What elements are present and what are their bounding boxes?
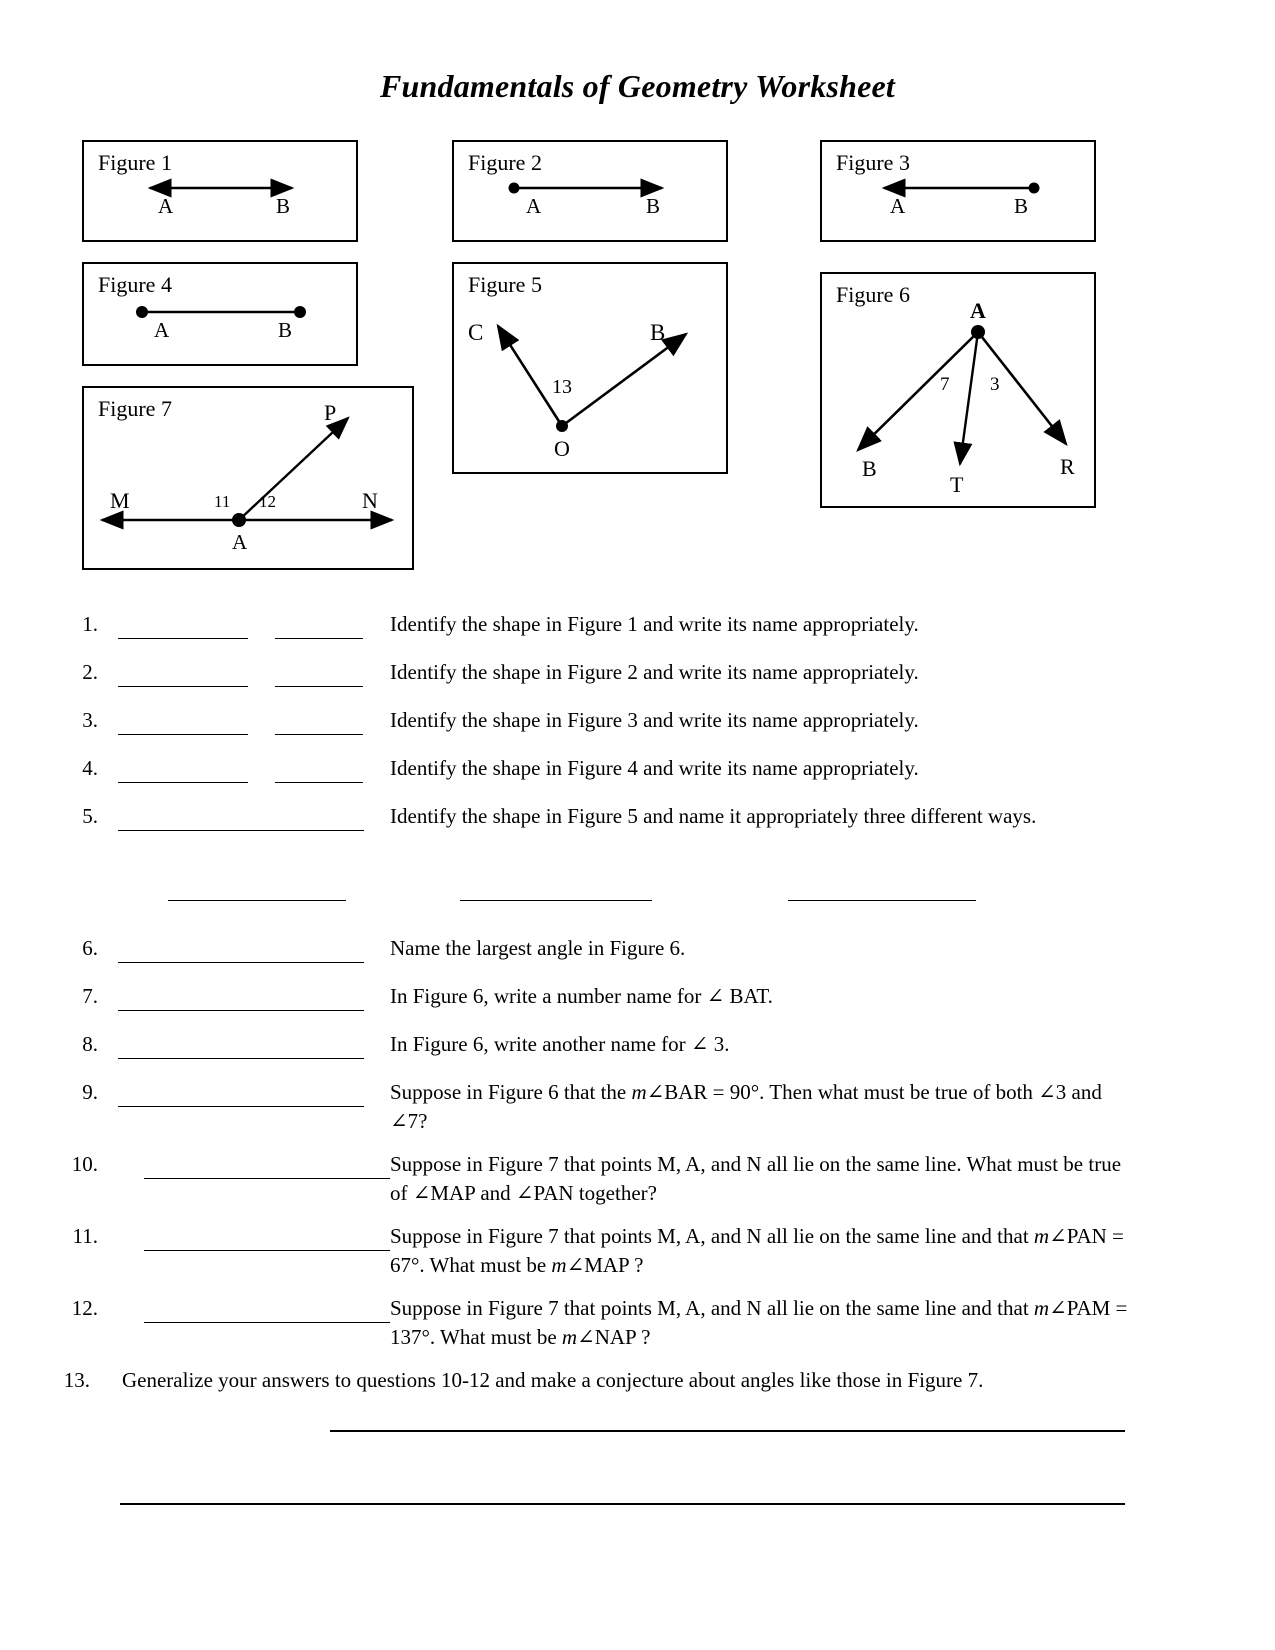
question-10-text: Suppose in Figure 7 that points M, A, and N all lie on the same line. What must be true of ∠MAP and ∠PAN together? xyxy=(390,1152,1122,1205)
figure-5-vertex-o-label: O xyxy=(554,436,570,461)
question-2-blank-2[interactable] xyxy=(275,686,363,687)
figure-3-diagram xyxy=(822,142,1098,244)
figure-4-point-a-label: A xyxy=(154,318,170,342)
question-row-9 xyxy=(0,1066,1275,1138)
question-2-text: Identify the shape in Figure 2 and write its name appropriately. xyxy=(390,660,919,684)
question-row-1 xyxy=(0,598,1275,646)
question-row-13 xyxy=(0,1354,1275,1464)
question-row-8 xyxy=(0,1018,1275,1066)
question-3-blank-2[interactable] xyxy=(275,734,363,735)
question-4-blank-1[interactable] xyxy=(118,782,248,783)
question-2-number: 2. xyxy=(82,660,98,684)
question-7-blank-1[interactable] xyxy=(118,1010,364,1011)
figure-5-label: Figure 5 xyxy=(468,272,542,297)
figure-3-box xyxy=(820,140,1096,242)
question-row-4 xyxy=(0,742,1275,790)
question-12-text: Suppose in Figure 7 that points M, A, and N all lie on the same line and that m∠PAM = 137°. What must be m∠NAP ? xyxy=(390,1296,1128,1349)
question-5-number: 5. xyxy=(82,804,98,828)
figure-6-angle-7-label: 7 xyxy=(940,374,950,395)
question-8-text: In Figure 6, write another name for ∠ 3. xyxy=(390,1032,730,1056)
figure-6-ray-b-label: B xyxy=(862,456,877,481)
question-8-blank-1[interactable] xyxy=(118,1058,364,1059)
question-6-number: 6. xyxy=(82,936,98,960)
question-row-2 xyxy=(0,646,1275,694)
question-row-7 xyxy=(0,970,1275,1018)
question-5-text: Identify the shape in Figure 5 and name it appropriately three different ways. xyxy=(390,804,1037,828)
figure-2-point-a-label: A xyxy=(526,194,542,218)
question-5-extra-blank-1[interactable] xyxy=(168,900,346,901)
figure-1-diagram xyxy=(84,142,360,244)
question-3-blank-1[interactable] xyxy=(118,734,248,735)
figure-5-angle-13-label: 13 xyxy=(552,376,572,398)
question-4-number: 4. xyxy=(82,756,98,780)
question-5-blank-1[interactable] xyxy=(118,830,364,831)
figure-7-ray-p-label: P xyxy=(324,400,337,425)
figure-7-vertex-a-label: A xyxy=(232,530,248,554)
figure-7-ray-m-label: M xyxy=(110,488,130,513)
figure-4-diagram xyxy=(84,264,360,368)
question-10-number: 10. xyxy=(71,1152,98,1176)
question-8-number: 8. xyxy=(82,1032,98,1056)
question-9-text: Suppose in Figure 6 that the m∠BAR = 90°. Then what must be true of both ∠3 and ∠7? xyxy=(390,1080,1102,1133)
question-3-number: 3. xyxy=(82,708,98,732)
figure-3-label: Figure 3 xyxy=(836,150,910,175)
question-12-blank-1[interactable] xyxy=(144,1322,390,1323)
question-13-answer-line-1[interactable] xyxy=(330,1430,1125,1432)
question-11-text: Suppose in Figure 7 that points M, A, and N all lie on the same line and that m∠PAN = 67°. What must be m∠MAP ? xyxy=(390,1224,1124,1277)
figure-4-point-b-label: B xyxy=(278,318,293,342)
figure-7-angle-12-label: 12 xyxy=(259,492,276,511)
question-6-text: Name the largest angle in Figure 6. xyxy=(390,936,686,960)
question-row-11 xyxy=(0,1210,1275,1282)
question-1-text: Identify the shape in Figure 1 and write its name appropriately. xyxy=(390,612,919,636)
question-13-text: Generalize your answers to questions 10-12 and make a conjecture about angles like those in Figure 7. xyxy=(122,1368,984,1392)
question-11-number: 11. xyxy=(72,1224,98,1248)
question-row-10 xyxy=(0,1138,1275,1210)
figure-6-box xyxy=(820,272,1096,508)
figure-1-box xyxy=(82,140,358,242)
figure-1-point-b-label: B xyxy=(276,194,291,218)
question-10-blank-1[interactable] xyxy=(144,1178,390,1179)
figure-7-diagram xyxy=(84,388,416,572)
figure-7-ray-n-label: N xyxy=(362,488,378,513)
page-title: Fundamentals of Geometry Worksheet xyxy=(380,68,895,104)
question-3-text: Identify the shape in Figure 3 and write its name appropriately. xyxy=(390,708,919,732)
figure-2-box xyxy=(452,140,728,242)
figure-3-point-b-label: B xyxy=(1014,194,1029,218)
question-row-6 xyxy=(0,922,1275,970)
figure-7-box xyxy=(82,386,414,570)
figure-7-label: Figure 7 xyxy=(98,396,172,421)
figure-2-point-b-label: B xyxy=(646,194,661,218)
questions-list xyxy=(0,598,1275,1464)
question-row-12 xyxy=(0,1282,1275,1354)
question-11-blank-1[interactable] xyxy=(144,1250,390,1251)
question-9-blank-1[interactable] xyxy=(118,1106,364,1107)
figure-5-diagram xyxy=(454,264,730,476)
question-5-extra-blank-2[interactable] xyxy=(460,900,652,901)
question-12-number: 12. xyxy=(71,1296,98,1320)
question-7-number: 7. xyxy=(82,984,98,1008)
question-4-blank-2[interactable] xyxy=(275,782,363,783)
figure-6-angle-3-label: 3 xyxy=(990,374,1000,395)
question-6-blank-1[interactable] xyxy=(118,962,364,963)
question-row-5 xyxy=(0,790,1275,922)
figure-4-label: Figure 4 xyxy=(98,272,172,297)
question-13-number: 13. xyxy=(63,1368,90,1392)
question-1-number: 1. xyxy=(82,612,98,636)
figure-5-ray-c-label: C xyxy=(468,320,484,345)
question-13-answer-line-2[interactable] xyxy=(120,1503,1125,1505)
question-row-3 xyxy=(0,694,1275,742)
figure-1-point-a-label: A xyxy=(158,194,174,218)
question-4-text: Identify the shape in Figure 4 and write its name appropriately. xyxy=(390,756,919,780)
question-9-number: 9. xyxy=(82,1080,98,1104)
question-7-text: In Figure 6, write a number name for ∠ BAT. xyxy=(390,984,773,1008)
figure-5-ray-b-label: B xyxy=(650,320,666,345)
question-5-extra-blank-3[interactable] xyxy=(788,900,976,901)
figure-6-ray-t-label: T xyxy=(950,472,964,497)
figure-4-box xyxy=(82,262,358,366)
figure-6-vertex-a-label: A xyxy=(970,298,986,323)
figure-5-box xyxy=(452,262,728,474)
question-1-blank-2[interactable] xyxy=(275,638,363,639)
figure-6-label: Figure 6 xyxy=(836,282,910,307)
figure-1-label: Figure 1 xyxy=(98,150,172,175)
figure-6-ray-r-label: R xyxy=(1060,454,1075,479)
question-2-blank-1[interactable] xyxy=(118,686,248,687)
figure-2-label: Figure 2 xyxy=(468,150,542,175)
figure-2-diagram xyxy=(454,142,730,244)
figure-7-angle-11-label: 11 xyxy=(214,492,231,511)
question-1-blank-1[interactable] xyxy=(118,638,248,639)
figure-3-point-a-label: A xyxy=(890,194,906,218)
